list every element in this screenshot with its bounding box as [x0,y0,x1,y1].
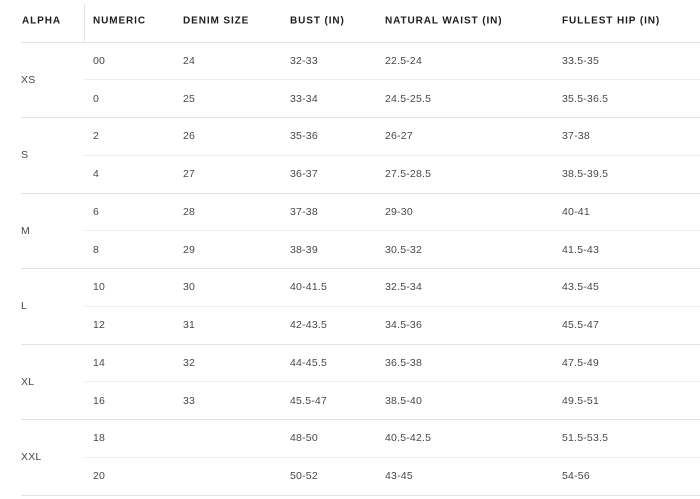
bust-cell: 40-41.5 [290,281,328,294]
bust-cell: 45.5-47 [290,394,328,407]
numeric-size-cell: 4 [93,168,100,181]
fullest-hip-cell: 33.5-35 [562,54,600,67]
size-group-row [21,43,700,119]
numeric-size-cell: 00 [93,54,106,67]
denim-size-cell: 28 [183,205,196,218]
size-group-row [21,118,700,194]
numeric-size-cell: 8 [93,243,100,256]
bust-cell: 32-33 [290,54,318,67]
fullest-hip-cell: 51.5-53.5 [562,432,609,445]
bust-cell: 48-50 [290,432,318,445]
alpha-size-label: L [21,300,28,313]
table-row [84,156,700,193]
alpha-size-label: M [21,224,30,237]
natural-waist-cell: 24.5-25.5 [385,92,432,105]
natural-waist-cell: 29-30 [385,205,413,218]
size-group-subrows [84,269,700,344]
table-row [84,345,700,383]
table-row [84,80,700,117]
natural-waist-cell: 27.5-28.5 [385,168,432,181]
table-row [84,307,700,344]
denim-size-cell: 32 [183,356,196,369]
numeric-size-cell: 16 [93,394,106,407]
column-header-natural-waist: NATURAL WAIST (IN) [385,15,503,27]
size-group-row [21,345,700,421]
numeric-size-cell: 14 [93,356,106,369]
size-group-subrows [84,420,700,495]
natural-waist-cell: 30.5-32 [385,243,423,256]
size-group-subrows [84,43,700,118]
table-header-row [21,0,700,43]
size-group-row [21,420,700,496]
numeric-size-cell: 0 [93,92,100,105]
table-row [84,382,700,419]
natural-waist-cell: 40.5-42.5 [385,432,432,445]
alpha-size-label: XL [21,375,35,388]
bust-cell: 37-38 [290,205,318,218]
table-row [84,269,700,307]
header-column-divider [84,4,85,43]
denim-size-cell: 24 [183,54,196,67]
denim-size-cell: 30 [183,281,196,294]
fullest-hip-cell: 40-41 [562,205,590,218]
table-row [84,43,700,81]
alpha-size-label: XS [21,73,36,86]
column-header-alpha: ALPHA [22,15,61,27]
natural-waist-cell: 43-45 [385,470,413,483]
natural-waist-cell: 34.5-36 [385,319,423,332]
table-row [84,231,700,268]
size-group-subrows [84,345,700,420]
numeric-size-cell: 12 [93,319,106,332]
bust-cell: 44-45.5 [290,356,328,369]
table-row [84,194,700,232]
denim-size-cell: 31 [183,319,196,332]
fullest-hip-cell: 54-56 [562,470,590,483]
bust-cell: 42-43.5 [290,319,328,332]
denim-size-cell: 33 [183,394,196,407]
natural-waist-cell: 32.5-34 [385,281,423,294]
table-row [84,118,700,156]
fullest-hip-cell: 47.5-49 [562,356,600,369]
numeric-size-cell: 20 [93,470,106,483]
fullest-hip-cell: 43.5-45 [562,281,600,294]
fullest-hip-cell: 41.5-43 [562,243,600,256]
fullest-hip-cell: 35.5-36.5 [562,92,609,105]
bust-cell: 38-39 [290,243,318,256]
alpha-size-label: XXL [21,451,42,464]
natural-waist-cell: 22.5-24 [385,54,423,67]
fullest-hip-cell: 45.5-47 [562,319,600,332]
fullest-hip-cell: 38.5-39.5 [562,168,609,181]
column-header-bust: BUST (IN) [290,15,345,27]
alpha-size-label: S [21,149,29,162]
numeric-size-cell: 6 [93,205,100,218]
bust-cell: 36-37 [290,168,318,181]
fullest-hip-cell: 37-38 [562,130,590,143]
size-group-subrows [84,118,700,193]
natural-waist-cell: 26-27 [385,130,413,143]
column-header-fullest-hip: FULLEST HIP (IN) [562,15,661,27]
denim-size-cell: 29 [183,243,196,256]
numeric-size-cell: 18 [93,432,106,445]
size-group-row [21,269,700,345]
table-row [84,458,700,495]
bust-cell: 35-36 [290,130,318,143]
table-body [21,43,700,496]
denim-size-cell: 26 [183,130,196,143]
table-row [84,420,700,458]
column-header-denim-size: DENIM SIZE [183,15,250,27]
numeric-size-cell: 2 [93,130,100,143]
bust-cell: 50-52 [290,470,318,483]
denim-size-cell: 25 [183,92,196,105]
natural-waist-cell: 36.5-38 [385,356,423,369]
bust-cell: 33-34 [290,92,318,105]
size-group-subrows [84,194,700,269]
size-group-row [21,194,700,270]
column-header-numeric: NUMERIC [93,15,146,27]
numeric-size-cell: 10 [93,281,106,294]
denim-size-cell: 27 [183,168,196,181]
size-chart-table [21,0,700,496]
natural-waist-cell: 38.5-40 [385,394,423,407]
fullest-hip-cell: 49.5-51 [562,394,600,407]
